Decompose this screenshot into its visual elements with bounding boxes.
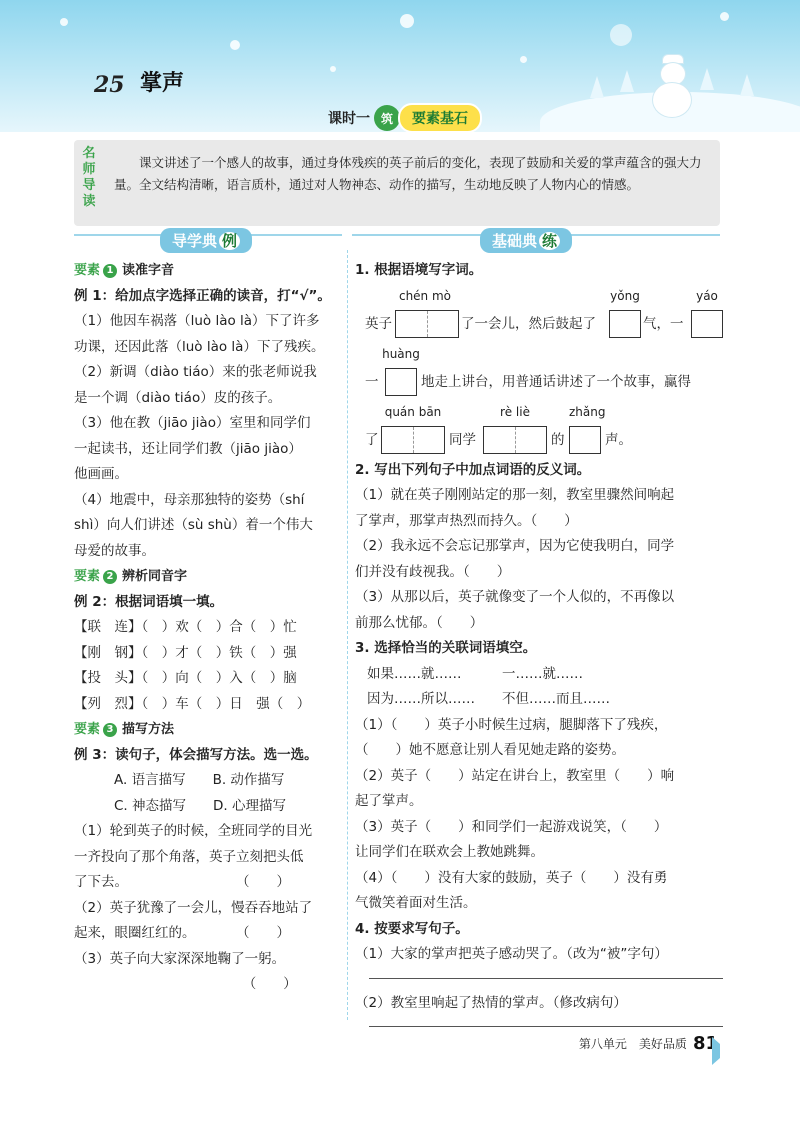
teacher-guide-box [74, 140, 720, 226]
example-1-title: 例 1：给加点字选择正确的读音，打“√”。 [74, 287, 331, 304]
question-3-title: 3. 选择恰当的关联词语填空。 [355, 640, 537, 656]
example-3-line: （1）轮到英子的时候，全班同学的目光 [74, 823, 313, 839]
page-number: 81 [693, 1033, 730, 1054]
example-2-line: 【刚 钢】（ ）才（ ）铁（ ）强 [74, 644, 297, 661]
snowflake-icon [230, 40, 240, 50]
word-grid-row-3: quán bān 了 同学 rè liè 的 zhǎng 声。 [355, 400, 723, 458]
word-grid-row-2: huàng 一 地走上讲台，用普通话讲述了一个故事，赢得 [355, 342, 723, 400]
example-3-line: 了下去。 （ ） [74, 874, 290, 890]
period-circle-badge: 筑 [374, 105, 400, 131]
unit-label: 第八单元 美好品质 [578, 1037, 687, 1051]
write-box[interactable] [569, 426, 601, 454]
example-3-line: （3）英子向大家深深地鞠了一躬。 [74, 950, 286, 967]
example-1-line: （4）地震中，母亲那独特的姿势（shí [74, 491, 305, 508]
question-4-part-1: （1）大家的掌声把英子感动哭了。（改为“被”字句） [355, 946, 668, 962]
question-4-title: 4. 按要求写句子。 [355, 920, 469, 937]
example-3-choice: A. 语言描写 B. 动作描写 [114, 772, 285, 788]
snowflake-icon [330, 66, 336, 72]
example-1-line: 一起读书，还让同学们教（jiāo jiào） [74, 440, 302, 457]
question-2-line: （3）从那以后，英子就像变了一个人似的，不再像以 [355, 589, 675, 605]
question-3-line: （4）（ ）没有大家的鼓励，英子（ ）没有勇 [355, 869, 668, 886]
question-3-option: 因为……所以…… 不但……而且…… [367, 691, 610, 707]
pinyin-label: zhǎng [569, 404, 606, 419]
snowflake-icon [720, 12, 729, 21]
question-2-line: （1）就在英子刚刚站定的那一刻，教室里骤然间响起 [355, 487, 675, 503]
example-1-line: （1）他因车祸落（luò lào là）下了许多 [74, 313, 320, 329]
lesson-period-badge [328, 104, 482, 132]
example-1-line: shì）向人们讲述（sù shù）着一个伟大 [74, 517, 313, 533]
example-2-line: 【投 头】（ ）向（ ）入（ ）脑 [74, 670, 297, 686]
snowflake-icon [610, 24, 632, 46]
left-column [74, 258, 342, 998]
example-1-line: 是一个调（diào tiáo）皮的孩子。 [74, 389, 282, 406]
example-1-line: （3）他在教（jiāo jiào）室里和同学们 [74, 415, 311, 431]
column-divider [347, 250, 348, 1020]
tree-icon [740, 74, 754, 96]
question-1-title: 1. 根据语境写字词。 [355, 262, 483, 278]
element-heading-2: 要素 2 辨析同音字 [74, 569, 188, 584]
right-column [355, 258, 723, 1039]
teacher-guide-text: 课文讲述了一个感人的故事，通过身体残疾的英子前后的变化，表现了鼓励和关爱的掌声蕴含的强大力量。全文结构清晰，语言质朴，通过对人物神态、动作的描写，生动地反映了人物内心的情感。 [114, 155, 702, 192]
example-1-line: （2）新调（diào tiáo）来的张老师说我 [74, 364, 317, 380]
example-2-title: 例 2：根据词语填一填。 [74, 593, 224, 610]
example-1-line: 母爱的故事。 [74, 542, 155, 559]
pinyin-label: huàng [382, 346, 420, 361]
teacher-guide-tag: 名 师 导 读 [82, 146, 96, 209]
page-footer [579, 1033, 730, 1054]
question-3-option: 如果……就…… 一……就…… [367, 665, 583, 682]
question-3-line: 让同学们在联欢会上教她跳舞。 [355, 844, 544, 860]
example-2-line: 【联 连】（ ）欢（ ）合（ ）忙 [74, 619, 297, 635]
section-label-left: 导学典 例 [160, 228, 252, 253]
section-label-right: 基础典 练 [480, 228, 572, 253]
write-box[interactable] [395, 310, 459, 338]
answer-line[interactable] [369, 1026, 723, 1027]
tree-icon [620, 70, 634, 92]
write-box[interactable] [385, 368, 417, 396]
question-3-line: （3）英子（ ）和同学们一起游戏说笑，（ ） [355, 818, 668, 835]
question-4-part-2: （2）教室里响起了热情的掌声。（修改病句） [355, 994, 627, 1011]
pinyin-label: chén mò [398, 288, 452, 303]
word-grid-row-1: chén mò 英子 了一会儿，然后鼓起了 yǒng 气，一 yáo [355, 284, 723, 342]
question-3-line: 气微笑着面对生活。 [355, 895, 477, 911]
snowflake-icon [60, 18, 68, 26]
question-2-line: 前那么忧郁。（ ） [355, 614, 484, 631]
example-3-line: 起来，眼圈红红的。 （ ） [74, 925, 290, 941]
question-3-line: （ ）她不愿意让别人看见她走路的姿势。 [355, 742, 625, 758]
example-3-title: 例 3：读句子，体会描写方法。选一选。 [74, 746, 318, 763]
tree-icon [590, 76, 604, 98]
example-1-line: 功课，还因此落（luò lào là）下了残疾。 [74, 338, 325, 355]
pinyin-label: quán bān [384, 404, 442, 419]
write-box[interactable] [691, 310, 723, 338]
question-2-line: 了掌声，那掌声热烈而持久。（ ） [355, 512, 578, 529]
period-label: 课时一 [328, 111, 370, 127]
period-title: 要素基石 [398, 103, 482, 133]
write-box[interactable] [381, 426, 445, 454]
example-1-line: 他画画。 [74, 466, 128, 482]
lesson-number: 25 [94, 72, 125, 98]
question-3-line: 起了掌声。 [355, 793, 423, 809]
snowflake-icon [520, 56, 527, 63]
example-3-line: （ ） [74, 976, 297, 992]
example-3-line: （2）英子犹豫了一会儿，慢吞吞地站了 [74, 899, 313, 916]
example-3-choice: C. 神态描写 D. 心理描写 [114, 797, 286, 814]
answer-line[interactable] [369, 978, 723, 979]
lesson-title: 掌声 [140, 70, 185, 96]
question-2-title: 2. 写出下列句子中加点词语的反义词。 [355, 461, 591, 478]
element-heading-1: 要素 1 读准字音 [74, 263, 175, 278]
example-3-line: 一齐投向了那个角落，英子立刻把头低 [74, 848, 304, 865]
write-box[interactable] [609, 310, 641, 338]
question-2-line: 们并没有歧视我。（ ） [355, 563, 511, 580]
pinyin-label: yáo [696, 288, 718, 303]
pinyin-label: yǒng [610, 288, 640, 303]
tree-icon [700, 68, 714, 90]
element-heading-3: 要素 3 描写方法 [74, 722, 175, 737]
question-3-line: （2）英子（ ）站定在讲台上，教室里（ ）响 [355, 767, 675, 784]
write-box[interactable] [483, 426, 547, 454]
question-3-line: （1）（ ）英子小时候生过病，腿脚落下了残疾， [355, 716, 668, 733]
question-2-line: （2）我永远不会忘记那掌声，因为它使我明白，同学 [355, 538, 675, 554]
snowflake-icon [400, 14, 414, 28]
example-2-line: 【列 烈】（ ）车（ ）日 强（ ） [74, 695, 311, 712]
pinyin-label: rè liè [500, 404, 530, 419]
